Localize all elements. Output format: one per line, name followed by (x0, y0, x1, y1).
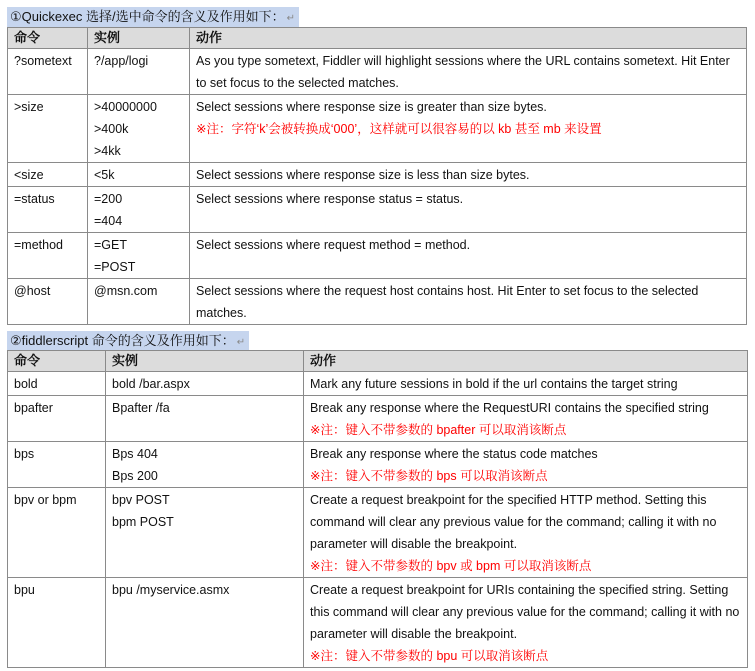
example-cell (106, 396, 304, 442)
example-cell (88, 49, 190, 95)
command-text: bpv or bpm (14, 493, 77, 507)
table-row (8, 233, 747, 279)
header-example: 实例 (106, 351, 304, 372)
header-example: 实例 (88, 28, 190, 49)
action-cell (190, 49, 747, 95)
example-text: bold /bar.aspx (112, 377, 190, 391)
example-text: ?/app/logi (94, 54, 149, 68)
quickexec-table (7, 27, 747, 325)
action-text: Select sessions where request method = method. (196, 238, 471, 252)
command-text: =status (14, 192, 55, 206)
header-command: 命令 (8, 351, 106, 372)
action-text: Create a request breakpoint for the specified HTTP method. Setting this command will clear any previous value for the command; calling it with no parameter will disable the breakpoint. (310, 493, 717, 551)
action-cell (304, 442, 748, 488)
action-text: As you type sometext, Fiddler will highlight sessions where the URL contains sometext. Hit Enter to set focus to the selected matches. (196, 54, 730, 90)
command-text: bold (14, 377, 38, 391)
note-text: ※注：键入不带参数的 bpu 可以取消该断点 (310, 649, 549, 663)
action-cell (304, 396, 748, 442)
example-text: bpv POST (112, 493, 170, 507)
command-cell (8, 488, 106, 578)
table-row (8, 578, 748, 668)
header-action: 动作 (190, 28, 747, 49)
command-text: bpafter (14, 401, 53, 415)
table-row (8, 488, 748, 578)
action-cell (190, 279, 747, 325)
action-cell (304, 578, 748, 668)
example-text: bpu /myservice.asmx (112, 583, 230, 597)
table-row (8, 95, 747, 163)
command-text: >size (14, 100, 44, 114)
note-text: ※注：键入不带参数的 bpv 或 bpm 可以取消该断点 (310, 559, 592, 573)
example-text: =POST (94, 260, 136, 274)
table-header-row (8, 28, 747, 49)
action-cell (190, 233, 747, 279)
example-text: >400k (94, 122, 129, 136)
example-cell (106, 372, 304, 396)
paragraph-mark-icon: ↵ (236, 337, 246, 348)
table-row (8, 396, 748, 442)
command-cell (8, 279, 88, 325)
command-cell (8, 233, 88, 279)
example-cell (88, 95, 190, 163)
note-text: ※注：键入不带参数的 bps 可以取消该断点 (310, 469, 548, 483)
command-cell (8, 49, 88, 95)
example-text: Bps 200 (112, 469, 158, 483)
command-cell (8, 578, 106, 668)
command-cell (8, 95, 88, 163)
example-text: Bpafter /fa (112, 401, 170, 415)
action-text: Select sessions where the request host contains host. Hit Enter to set focus to the selected matches. (196, 284, 699, 320)
action-cell (304, 488, 748, 578)
note-text: ※注：字符‘k’会被转换成‘000’，这样就可以很容易的以 kb 甚至 mb 来设置 (196, 122, 602, 136)
example-text: =200 (94, 192, 123, 206)
command-text: @host (14, 284, 51, 298)
command-cell (8, 442, 106, 488)
table-row (8, 442, 748, 488)
example-text: <5k (94, 168, 115, 182)
example-cell (106, 578, 304, 668)
example-text: >4kk (94, 144, 121, 158)
paragraph-mark-icon: ↵ (286, 13, 295, 24)
command-text: =method (14, 238, 63, 252)
table-header-row (8, 351, 748, 372)
action-text: Select sessions where response status = status. (196, 192, 464, 206)
action-text: Create a request breakpoint for URIs containing the specified string. Setting this command will clear any previous value for the command; calling it with no parameter will disable the breakpoint. (310, 583, 740, 641)
action-cell (304, 372, 748, 396)
action-cell (190, 95, 747, 163)
section2-heading-text: ②fiddlerscript 命令的含义及作用如下： (10, 333, 235, 348)
command-text: bpu (14, 583, 35, 597)
example-cell (88, 163, 190, 187)
example-cell (88, 187, 190, 233)
action-text: Break any response where the status code matches (310, 447, 598, 461)
table-row (8, 279, 747, 325)
example-text: @msn.com (94, 284, 158, 298)
command-cell (8, 396, 106, 442)
table-row (8, 163, 747, 187)
example-cell (88, 279, 190, 325)
example-cell (106, 442, 304, 488)
section1-heading (7, 7, 299, 29)
example-text: >40000000 (94, 100, 157, 114)
fiddlerscript-table (7, 350, 748, 668)
table-row (8, 49, 747, 95)
section1-heading-text: ①Quickexec 选择/选中命令的含义及作用如下： (10, 9, 285, 24)
action-text: Mark any future sessions in bold if the url contains the target string (310, 377, 678, 391)
header-command: 命令 (8, 28, 88, 49)
action-cell (190, 163, 747, 187)
command-text: bps (14, 447, 35, 461)
example-text: bpm POST (112, 515, 174, 529)
example-text: Bps 404 (112, 447, 158, 461)
example-cell (106, 488, 304, 578)
command-cell (8, 187, 88, 233)
table-row (8, 187, 747, 233)
note-text: ※注：键入不带参数的 bpafter 可以取消该断点 (310, 423, 567, 437)
command-cell (8, 372, 106, 396)
command-cell (8, 163, 88, 187)
action-text: Select sessions where response size is less than size bytes. (196, 168, 530, 182)
example-cell (88, 233, 190, 279)
command-text: ?sometext (14, 54, 72, 68)
command-text: <size (14, 168, 44, 182)
action-text: Break any response where the RequestURI contains the specified string (310, 401, 709, 415)
example-text: =GET (94, 238, 127, 252)
table-row (8, 372, 748, 396)
action-cell (190, 187, 747, 233)
header-action: 动作 (304, 351, 748, 372)
action-text: Select sessions where response size is greater than size bytes. (196, 100, 547, 114)
example-text: =404 (94, 214, 123, 228)
